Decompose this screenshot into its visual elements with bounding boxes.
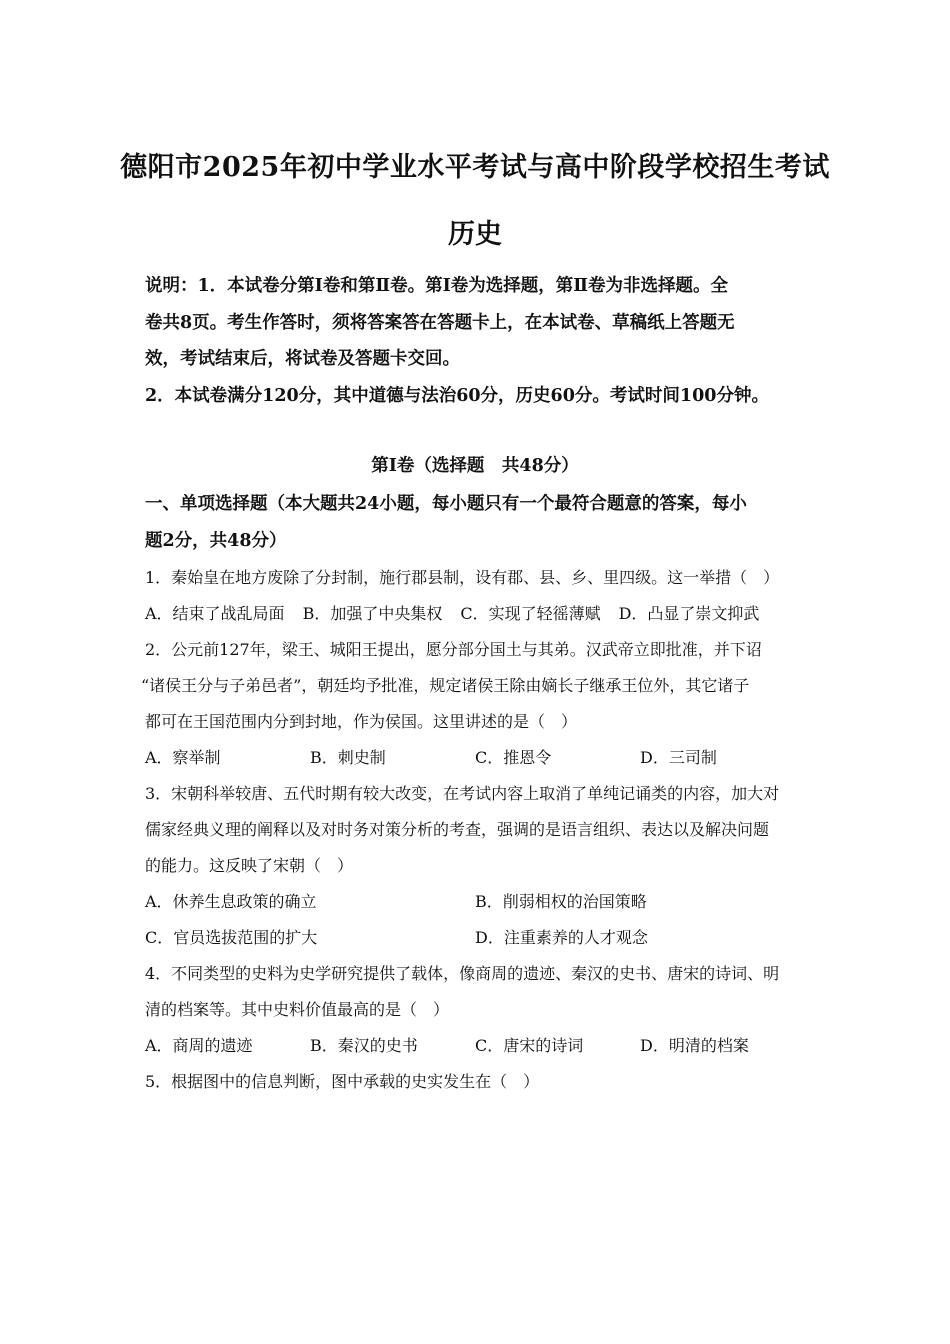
question-3 [145, 776, 815, 956]
option-c: C．唐宋的诗词 [475, 1036, 584, 1055]
section-heading: 第Ⅰ卷（选择题 共48分） [371, 456, 579, 476]
question-options [145, 884, 815, 920]
question-stem: 儒家经典义理的阐释以及对时务对策分析的考查，强调的是语言组织、表达以及解决问题 [145, 820, 770, 839]
part-heading-line: 一、单项选择题（本大题共24小题，每小题只有一个最符合题意的答案，每小 [145, 494, 747, 514]
question-options [145, 1028, 815, 1064]
option-b: B．削弱相权的治国策略 [475, 892, 647, 911]
question-stem: 1．秦始皇在地方废除了分封制，施行郡县制，设有郡、县、乡、里四级。这一举措（ ） [145, 568, 780, 587]
question-stem: 3．宋朝科举较唐、五代时期有较大改变，在考试内容上取消了单纯记诵类的内容，加大对 [145, 784, 780, 803]
question-options [145, 596, 815, 632]
question-stem: 4．不同类型的史料为史学研究提供了载体，像商周的遗迹、秦汉的史书、唐宋的诗词、明 [145, 964, 780, 983]
exam-subject: 历史 [448, 219, 502, 250]
instruction-line: 卷共8页。考生作答时，须将答案答在答题卡上，在本试卷、草稿纸上答题无 [145, 312, 735, 333]
exam-instructions [145, 268, 815, 414]
option-a: A．察举制 [145, 748, 221, 767]
option-b: B．秦汉的史书 [310, 1036, 418, 1055]
question-stem: 的能力。这反映了宋朝（ ） [145, 856, 354, 875]
question-2 [141, 632, 815, 776]
question-5 [145, 1064, 815, 1100]
question-stem: “诸侯王分与子弟邑者”，朝廷均予批准，规定诸侯王除由嫡长子继承王位外，其它诸子 [141, 676, 750, 695]
option-d: D．注重素养的人才观念 [475, 928, 648, 947]
option-b: B．刺史制 [310, 748, 386, 767]
option-c: C．推恩令 [475, 748, 552, 767]
question-stem: 清的档案等。其中史料价值最高的是（ ） [145, 1000, 450, 1019]
option-b: B．加强了中央集权 [302, 604, 443, 623]
question-stem: 5．根据图中的信息判断，图中承载的史实发生在（ ） [145, 1072, 540, 1091]
option-a: A．商周的遗迹 [145, 1036, 253, 1055]
question-stem: 都可在王国范围内分到封地，作为侯国。这里讲述的是（ ） [145, 712, 578, 731]
question-1 [145, 560, 815, 632]
option-d: D．三司制 [640, 748, 717, 767]
part-heading [145, 486, 815, 559]
option-c: C．官员选拔范围的扩大 [145, 928, 318, 947]
option-c: C．实现了轻徭薄赋 [460, 604, 601, 623]
option-a: A．结束了战乱局面 [145, 604, 285, 623]
option-d: D．凸显了崇文抑武 [618, 604, 760, 623]
instruction-line: 说明：1．本试卷分第Ⅰ卷和第Ⅱ卷。第Ⅰ卷为选择题，第Ⅱ卷为非选择题。全 [145, 276, 729, 296]
instruction-line: 效，考试结束后，将试卷及答题卡交回。 [145, 349, 460, 369]
instruction-line: 2．本试卷满分120分，其中道德与法治60分，历史60分。考试时间100分钟。 [145, 385, 769, 406]
question-stem: 2．公元前127年，梁王、城阳王提出，愿分部分国土与其弟。汉武帝立即批准，并下诏 [145, 640, 762, 659]
option-d: D．明清的档案 [640, 1036, 749, 1055]
exam-title: 德阳市2025年初中学业水平考试与高中阶段学校招生考试 [120, 152, 830, 183]
question-options [145, 740, 815, 776]
question-4 [145, 956, 815, 1064]
question-list [141, 560, 815, 1100]
part-heading-line: 题2分，共48分） [145, 530, 287, 551]
option-a: A．休养生息政策的确立 [145, 892, 317, 911]
question-options [145, 920, 815, 956]
